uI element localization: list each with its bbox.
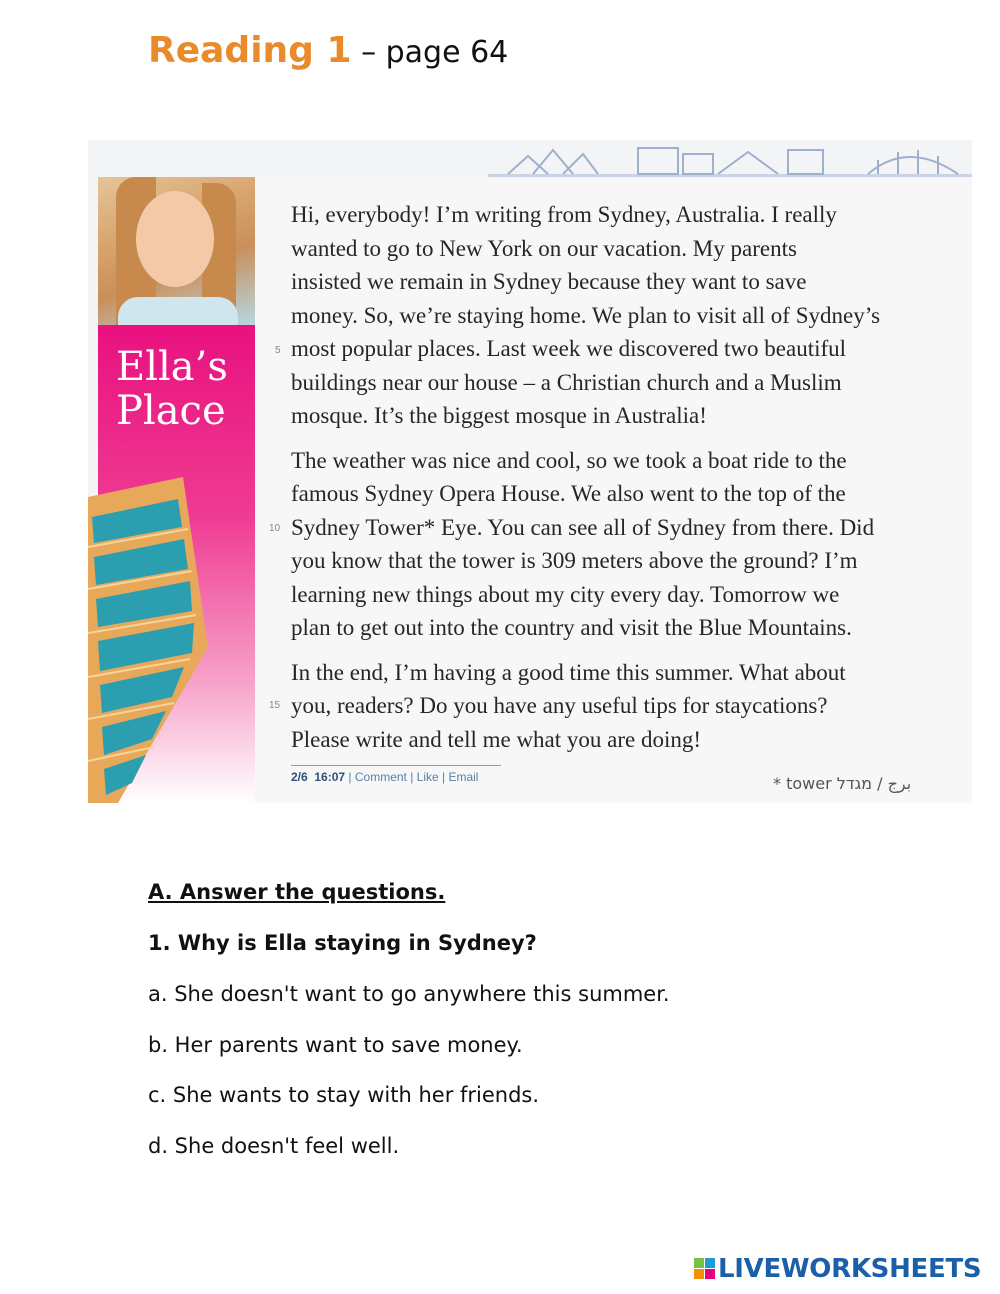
- line-number: 10: [269, 523, 281, 534]
- passage-line: The weather was nice and cool, so we took a boat ride to the: [291, 447, 847, 473]
- answer-option-a[interactable]: a. She doesn't want to go anywhere this summer.: [148, 982, 670, 1006]
- passage-line: you, readers? Do you have any useful tips for staycations?: [291, 693, 828, 718]
- passage-line: mosque. It’s the biggest mosque in Australia!: [291, 403, 707, 428]
- passage-line: famous Sydney Opera House. We also went to the top of the: [291, 481, 846, 506]
- side-title-line1: Ella’s: [116, 344, 228, 390]
- passage-line: money. So, we’re staying home. We plan to visit all of Sydney’s: [291, 302, 881, 328]
- passage-line: In the end, I’m having a good time this summer. What about: [291, 659, 846, 685]
- line-number: 15: [269, 700, 281, 711]
- line-number: 5: [275, 345, 281, 356]
- liveworksheets-logo[interactable]: [694, 1254, 981, 1284]
- passage-line: Hi, everybody! I’m writing from Sydney, Australia. I really: [291, 202, 837, 227]
- answer-option-b[interactable]: b. Her parents want to save money.: [148, 1033, 523, 1057]
- passage-line: buildings near our house – a Christian church and a Muslim: [291, 369, 842, 395]
- logo-wordmark: LIVEWORKSHEETS: [718, 1254, 982, 1284]
- side-title-line2: Place: [116, 388, 226, 434]
- post-divider: [291, 765, 501, 766]
- passage-paragraph-1: [291, 198, 951, 433]
- section-heading: A. Answer the questions.: [148, 880, 446, 904]
- reading-title: Reading 1: [148, 30, 352, 71]
- question-1: 1. Why is Ella staying in Sydney?: [148, 931, 537, 955]
- post-time: 16:07: [314, 770, 346, 784]
- passage-line: most popular places. Last week we discovered two beautiful: [291, 336, 847, 361]
- passage-paragraph-2: [291, 444, 951, 645]
- ellas-place-title: [116, 345, 228, 433]
- passage-line: learning new things about my city every day. Tomorrow we: [291, 581, 840, 607]
- passage-line: plan to get out into the country and visit the Blue Mountains.: [291, 615, 852, 640]
- post-date: 2/6: [291, 770, 308, 784]
- passage-line: you know that the tower is 309 meters above the ground? I’m: [291, 548, 858, 573]
- glossary-note: * tower برج / מגדל: [773, 774, 912, 793]
- sydney-skyline-decoration: [488, 140, 972, 180]
- post-meta: [291, 770, 478, 784]
- passage-line: Please write and tell me what you are doing!: [291, 726, 702, 752]
- page-title: [148, 30, 508, 71]
- page-reference: – page 64: [351, 35, 509, 70]
- passage-line: Sydney Tower* Eye. You can see all of Sydney from there. Did: [291, 514, 875, 540]
- answer-option-c[interactable]: c. She wants to stay with her friends.: [148, 1083, 540, 1107]
- passage-line: insisted we remain in Sydney because they want to save: [291, 269, 807, 294]
- liveworksheets-logo-icon: [694, 1258, 716, 1280]
- sydney-tower-building-image: [88, 477, 208, 803]
- answer-option-d[interactable]: d. She doesn't feel well.: [148, 1134, 400, 1158]
- passage-paragraph-3: [291, 656, 951, 757]
- post-links: | Comment | Like | Email: [348, 770, 479, 784]
- side-banner: [88, 177, 255, 803]
- reading-passage: [291, 198, 951, 767]
- ella-photo: [98, 177, 255, 325]
- reading-card: [88, 140, 972, 803]
- passage-line: wanted to go to New York on our vacation. My parents: [291, 235, 797, 261]
